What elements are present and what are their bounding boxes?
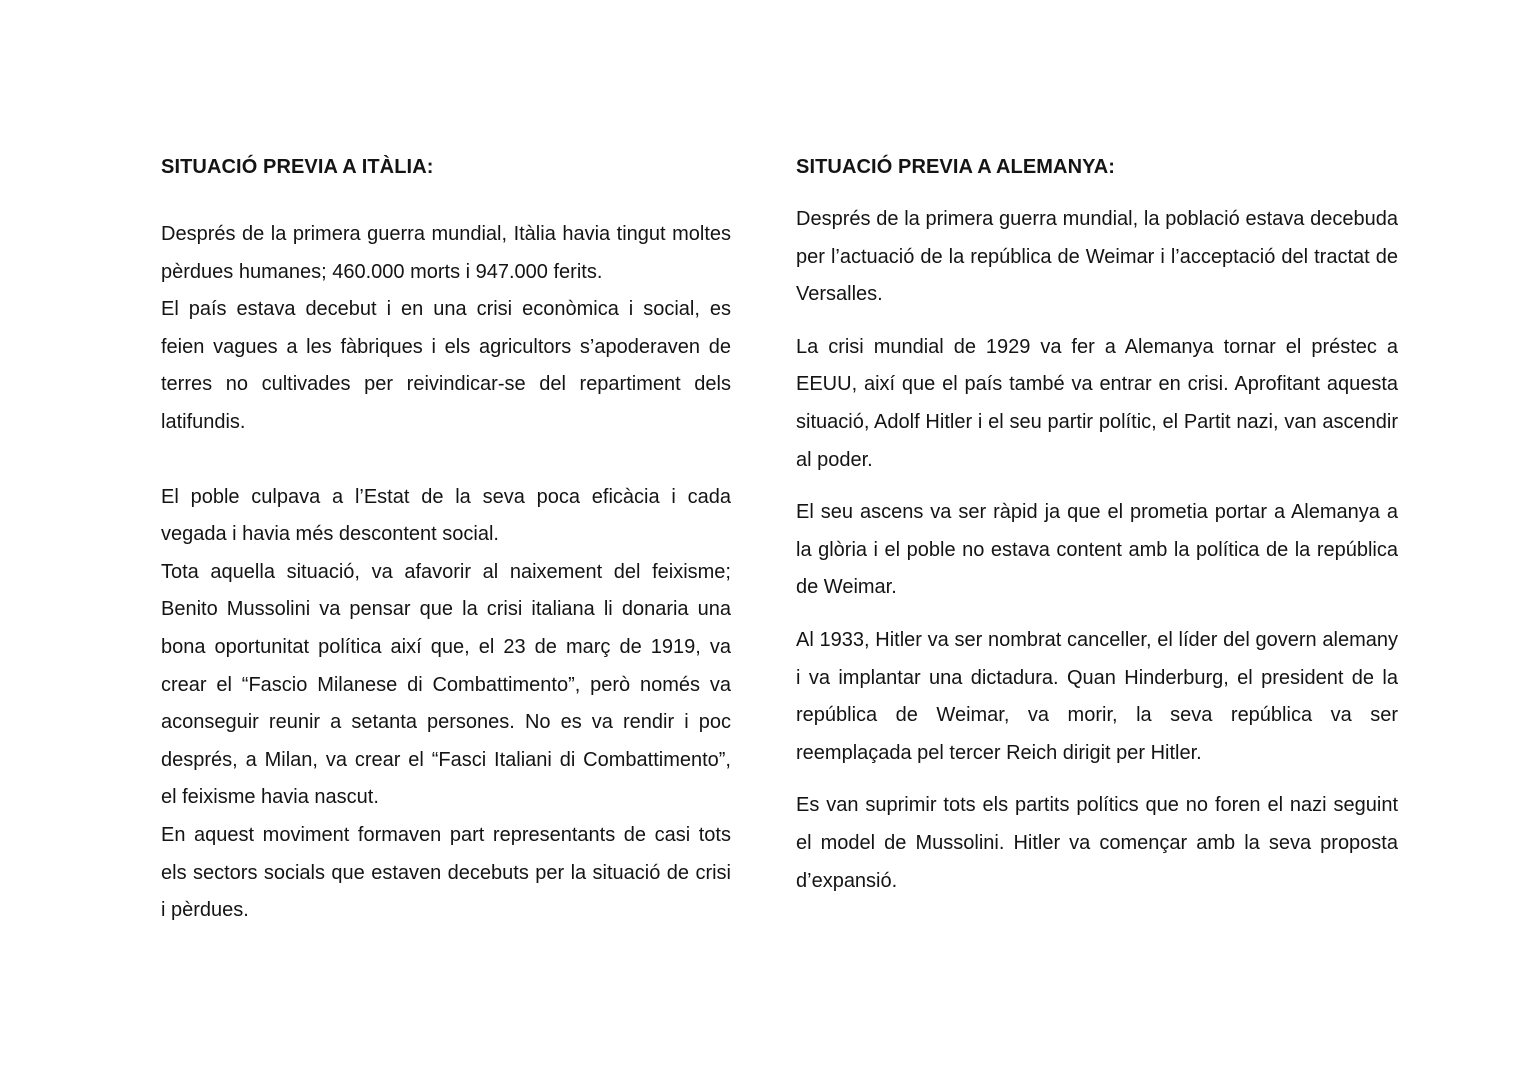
germany-heading: SITUACIÓ PREVIA A ALEMANYA: bbox=[796, 156, 1116, 178]
italy-paragraph-4: Tota aquella situació, va afavorir al naixement del feixisme; Benito Mussolini va pensar que la crisi italiana li donaria una bona oportunitat política així que, el 23 de març de 1919, va crear el “Fascio Milanese di Combattimento”, però només va aconseguir reunir a setanta persones. No es va rendir i poc després, a Milan, va crear el “Fasci Italiani di Combattimento”, el feixisme havia nascut. bbox=[161, 560, 731, 809]
left-column bbox=[161, 148, 731, 930]
germany-paragraph-3: El seu ascens va ser ràpid ja que el prometia portar a Alemanya a la glòria i el poble no estava content amb la política de la república de Weimar. bbox=[796, 501, 1398, 599]
italy-heading: SITUACIÓ PREVIA A ITÀLIA: bbox=[161, 156, 434, 178]
germany-paragraph-4: Al 1933, Hitler va ser nombrat canceller, el líder del govern alemany i va implantar una dictadura. Quan Hinderburg, el president de la república de Weimar, va morir, la seva república va ser reemplaçada pel tercer Reich dirigit per Hitler. bbox=[796, 628, 1398, 764]
italy-paragraph-1: Després de la primera guerra mundial, Itàlia havia tingut moltes pèrdues humanes; 460.000 morts i 947.000 ferits. bbox=[161, 223, 731, 283]
germany-paragraph-2: La crisi mundial de 1929 va fer a Alemanya tornar el préstec a EEUU, així que el país també va entrar en crisi. Aprofitant aquesta situació, Adolf Hitler i el seu partir polític, el Partit nazi, van ascendir al poder. bbox=[796, 335, 1398, 471]
italy-paragraph-5: En aquest moviment formaven part representants de casi tots els sectors socials que estaven decebuts per la situació de crisi i pèrdues. bbox=[161, 823, 731, 922]
italy-paragraph-3: El poble culpava a l’Estat de la seva poca eficàcia i cada vegada i havia més descontent social. bbox=[161, 485, 731, 546]
italy-paragraph-2: El país estava decebut i en una crisi econòmica i social, es feien vagues a les fàbriques i els agricultors s’apoderaven de terres no cultivades per reivindicar-se del repartiment dels latifundis. bbox=[161, 298, 731, 433]
germany-paragraph-1: Després de la primera guerra mundial, la població estava decebuda per l’actuació de la república de Weimar i l’acceptació del tractat de Versalles. bbox=[796, 208, 1398, 306]
germany-paragraph-5: Es van suprimir tots els partits polítics que no foren el nazi seguint el model de Mussolini. Hitler va començar amb la seva proposta d’expansió. bbox=[796, 794, 1398, 892]
right-column bbox=[796, 148, 1398, 900]
